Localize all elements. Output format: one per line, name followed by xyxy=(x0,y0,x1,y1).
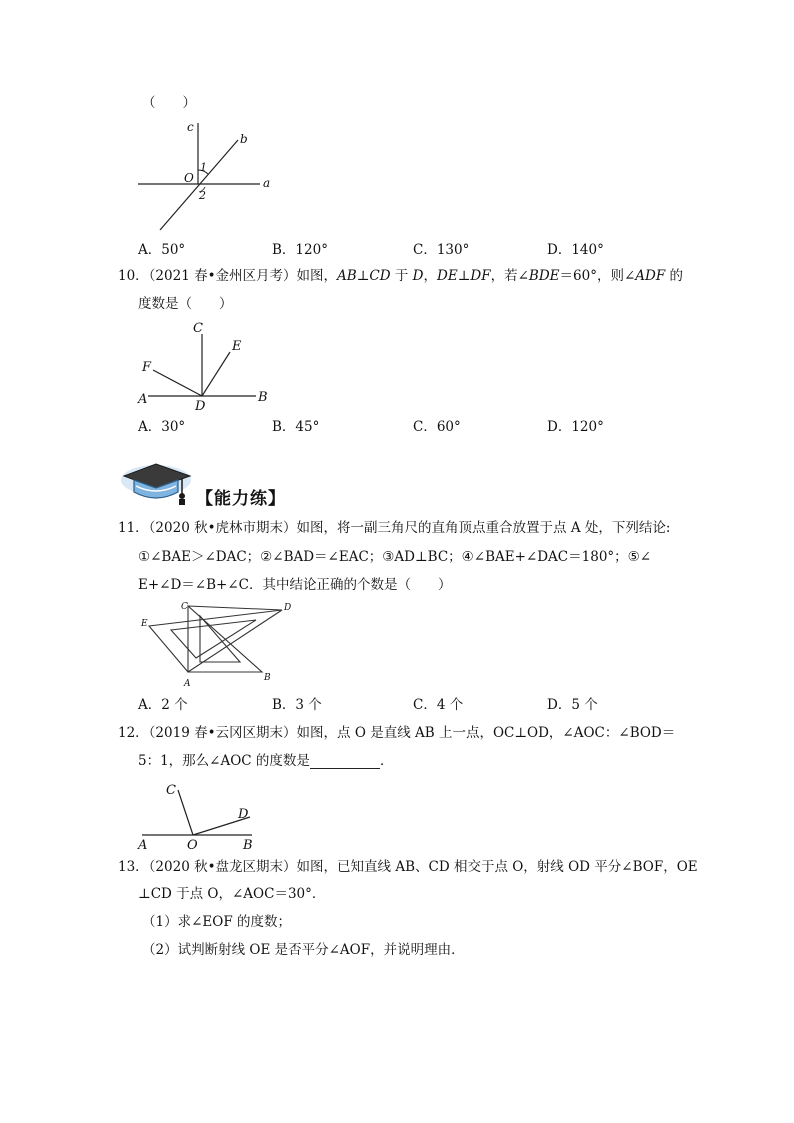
q9-option-b[interactable]: B．120° xyxy=(272,242,328,258)
q12-label-D: D xyxy=(238,807,249,822)
q10-label-A: A xyxy=(138,392,148,407)
q9-label-b: b xyxy=(240,132,248,146)
q9-label-c: c xyxy=(187,120,194,134)
q9-label-a: a xyxy=(263,176,271,190)
q11-label-C: C xyxy=(181,602,188,612)
q10-option-b[interactable]: B．45° xyxy=(272,419,320,435)
q10-option-c[interactable]: C．60° xyxy=(413,419,461,435)
q12-label-C: C xyxy=(166,783,176,798)
q9-label-1: 1 xyxy=(200,161,207,174)
q12-stem-line1: 12．（2019 春•云冈区期末）如图，点 O 是直线 AB 上一点，OC⊥OD，∠AOC：∠BOD＝ xyxy=(118,725,676,741)
q12-label-O: O xyxy=(187,838,198,853)
q11-label-A: A xyxy=(184,679,191,689)
q11-label-B: B xyxy=(264,673,271,683)
q10-label-B: B xyxy=(258,390,268,405)
q10-stem-line2: 度数是（ ） xyxy=(138,296,233,312)
q9-option-a[interactable]: A．50° xyxy=(138,242,186,258)
q11-label-E: E xyxy=(141,619,148,629)
q11-option-b[interactable]: B．3 个 xyxy=(272,697,322,713)
q10-option-d[interactable]: D．120° xyxy=(547,419,604,435)
q12-label-A: A xyxy=(138,838,148,853)
q9-option-c[interactable]: C．130° xyxy=(413,242,470,258)
q11-stem-line1: 11．（2020 秋•虎林市期末）如图，将一副三角尺的直角顶点重合放置于点 A 处，下列结论: xyxy=(118,520,671,536)
q9-label-O: O xyxy=(184,171,194,185)
q13-subquestion-2: （2）试判断射线 OE 是否平分∠AOF，并说明理由． xyxy=(142,942,465,958)
section-title: 【能力练】 xyxy=(196,489,286,509)
q9-answer-bracket: （ ） xyxy=(142,95,196,111)
q11-option-c[interactable]: C．4 个 xyxy=(413,697,464,713)
q9-option-d[interactable]: D．140° xyxy=(547,242,604,258)
q10-label-F: F xyxy=(142,360,152,375)
q9-label-2: 2 xyxy=(199,189,206,202)
q13-subquestion-1: （1）求∠EOF 的度数； xyxy=(142,914,291,930)
q11-option-a[interactable]: A．2 个 xyxy=(138,697,188,713)
q10-option-a[interactable]: A．30° xyxy=(138,419,186,435)
q10-label-C: C xyxy=(193,321,203,336)
q10-label-E: E xyxy=(232,339,242,354)
q10-label-D: D xyxy=(195,399,206,414)
q12-label-B: B xyxy=(243,838,253,853)
q10-stem-line1: 10．（2021 春•金州区月考）如图，AB⊥CD 于 D，DE⊥DF，若∠BDE＝60°，则∠ADF 的 xyxy=(118,268,684,284)
q11-option-d[interactable]: D．5 个 xyxy=(547,697,598,713)
q11-stem-line3: E+∠D＝∠B+∠C．其中结论正确的个数是（ ） xyxy=(138,577,452,593)
q13-stem-line2: ⊥CD 于点 O，∠AOC＝30°． xyxy=(138,886,326,902)
q11-stem-line2: ①∠BAE＞∠DAC；②∠BAD＝∠EAC；③AD⊥BC；④∠BAE+∠DAC＝180°；⑤∠ xyxy=(138,549,652,565)
q11-label-D: D xyxy=(284,603,292,613)
q13-stem-line1: 13．（2020 秋•盘龙区期末）如图，已知直线 AB、CD 相交于点 O，射线 OD 平分∠BOF，OE xyxy=(118,859,698,875)
q12-stem-line2: 5：1，那么∠AOC 的度数是 ． xyxy=(138,753,394,769)
